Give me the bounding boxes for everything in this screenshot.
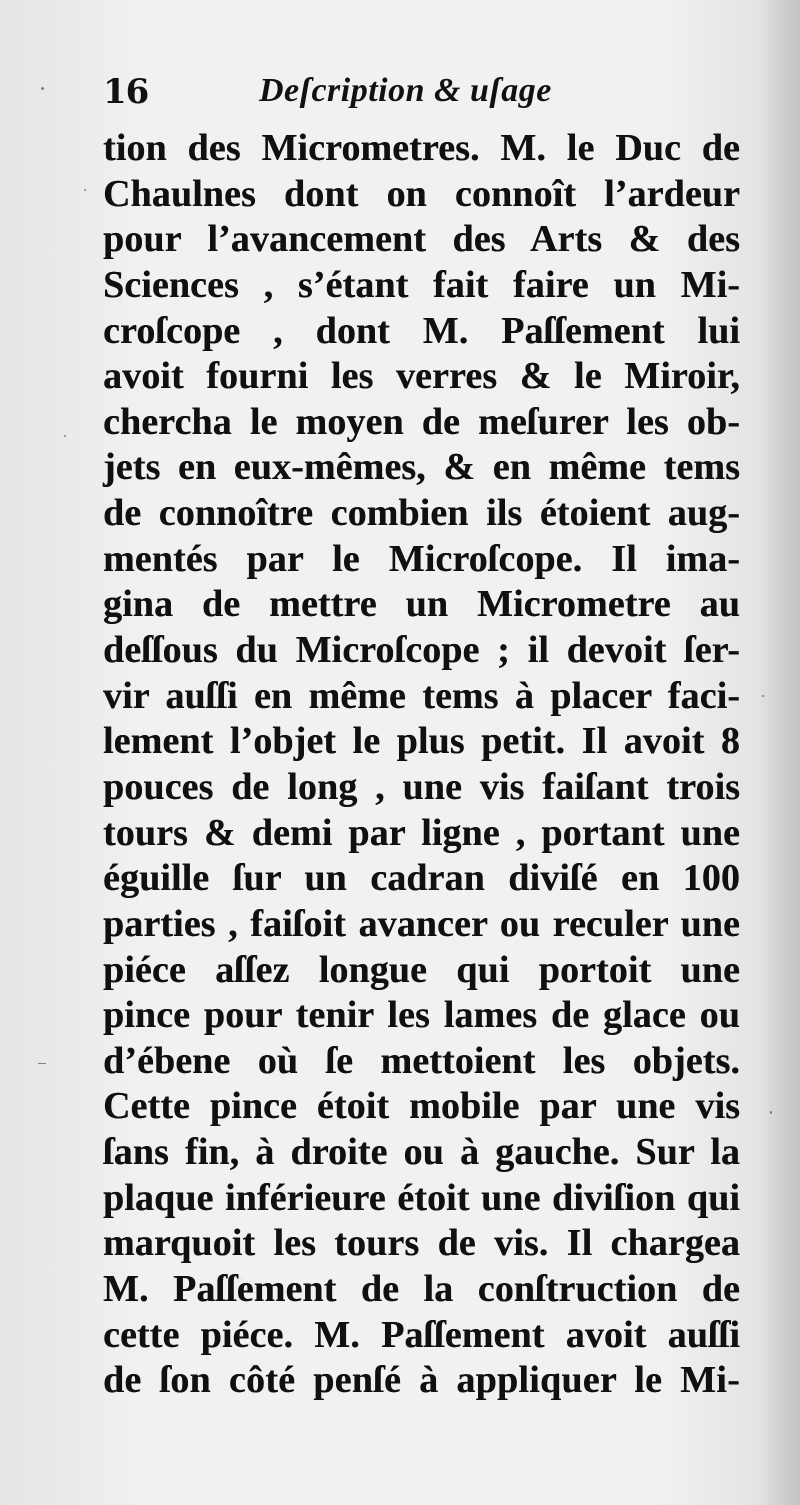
text-line: pouces de long , une vis faiſant trois (103, 765, 740, 808)
text-line: avoit fourni les verres & le Miroir, (103, 355, 740, 398)
text-line: plaque inférieure étoit une diviſion qui (103, 1176, 740, 1219)
text-line: pince pour tenir les lames de glace ou (103, 994, 740, 1037)
text-line: marquoit les tours de vis. Il chargea (103, 1222, 740, 1265)
page-number: 16 (103, 72, 149, 112)
page-header (103, 72, 603, 116)
text-line: éguille ſur un cadran diviſé en 100 (103, 857, 740, 900)
text-line: ſans fin, à droite ou à gauche. Sur la (103, 1131, 740, 1174)
text-line: gina de mettre un Micrometre au (103, 583, 740, 626)
paper-speck (770, 1111, 772, 1114)
text-line: tion des Micrometres. M. le Duc de (103, 127, 740, 169)
text-line: tours & demi par ligne , portant une (103, 811, 740, 854)
text-line: d’ébene où ſe mettoient les objets. (103, 1039, 740, 1082)
text-line: piéce aſſez longue qui portoit une (103, 948, 740, 991)
text-line: lement l’objet le plus petit. Il avoit 8 (103, 720, 740, 763)
text-line: Chaulnes dont on connoît l’ardeur (103, 172, 740, 215)
text-line: M. Paſſement de la conſtruction de (103, 1268, 740, 1311)
text-line: cette piéce. M. Paſſement avoit auſſi (103, 1313, 740, 1356)
text-line: parties , faiſoit avancer ou reculer une (103, 902, 740, 945)
running-head: Deſcription & uſage (259, 72, 552, 109)
text-line: mentés par le Microſcope. Il ima- (103, 537, 740, 580)
paper-speck (84, 189, 86, 191)
text-line: chercha le moyen de meſurer les ob- (103, 400, 740, 443)
text-line: de ſon côté penſé à appliquer le Mi- (103, 1359, 740, 1402)
paper-speck (64, 435, 66, 437)
text-line: de connoître combien ils étoient aug- (103, 492, 740, 535)
text-line: Sciences , s’étant fait faire un Mi- (103, 263, 740, 306)
text-line: pour l’avancement des Arts & des (103, 218, 740, 261)
text-line: jets en eux-mêmes, & en même tems (103, 446, 740, 489)
text-line: croſcope , dont M. Paſſement lui (103, 309, 740, 352)
page-edge-shadow (758, 0, 800, 1505)
main-text (103, 126, 740, 1404)
text-line: vir auſſi en même tems à placer faci- (103, 674, 740, 717)
text-line: Cette pince étoit mobile par une vis (103, 1085, 740, 1128)
paper-speck (38, 1063, 46, 1064)
text-line: deſſous du Microſcope ; il devoit ſer- (103, 629, 740, 672)
paper-speck (41, 87, 44, 90)
paper-speck (762, 695, 764, 697)
